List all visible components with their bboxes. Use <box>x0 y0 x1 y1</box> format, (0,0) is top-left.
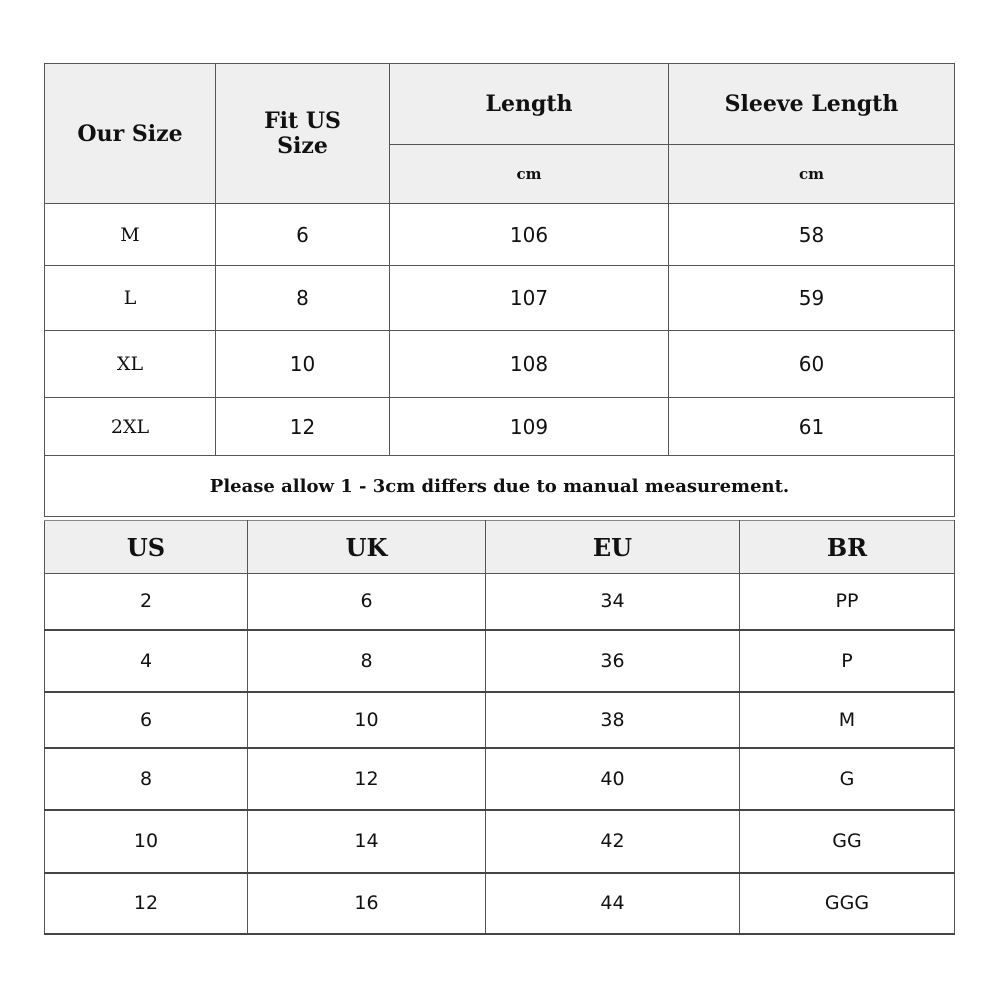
sleeve-cell: 61 <box>669 398 955 456</box>
sleeve-cell: 58 <box>669 204 955 266</box>
table-row <box>45 574 955 630</box>
fit-us-cell: 12 <box>216 398 390 456</box>
header-fit-us-size: Fit US Size <box>216 64 390 204</box>
br-cell: PP <box>740 574 955 630</box>
br-cell: M <box>740 692 955 748</box>
uk-cell: 14 <box>248 810 486 873</box>
br-cell: GGG <box>740 873 955 934</box>
our-size-cell: M <box>45 204 216 266</box>
header-sleeve-length: Sleeve Length <box>669 64 955 145</box>
table-row <box>45 748 955 810</box>
uk-cell: 10 <box>248 692 486 748</box>
fit-us-cell: 8 <box>216 266 390 331</box>
length-cell: 107 <box>390 266 669 331</box>
table-row <box>45 692 955 748</box>
eu-cell: 36 <box>486 630 740 692</box>
us-cell: 2 <box>45 574 248 630</box>
br-cell: G <box>740 748 955 810</box>
our-size-cell: 2XL <box>45 398 216 456</box>
header-br: BR <box>740 521 955 574</box>
header-length-unit: cm <box>390 145 669 204</box>
header-sleeve-unit: cm <box>669 145 955 204</box>
header-uk: UK <box>248 521 486 574</box>
table-row <box>45 204 955 266</box>
uk-cell: 16 <box>248 873 486 934</box>
length-cell: 106 <box>390 204 669 266</box>
length-cell: 109 <box>390 398 669 456</box>
sleeve-cell: 59 <box>669 266 955 331</box>
eu-cell: 44 <box>486 873 740 934</box>
length-cell: 108 <box>390 331 669 398</box>
header-us: US <box>45 521 248 574</box>
fit-us-cell: 10 <box>216 331 390 398</box>
eu-cell: 38 <box>486 692 740 748</box>
measurement-note: Please allow 1 - 3cm differs due to manual measurement. <box>45 456 955 517</box>
table-row <box>45 331 955 398</box>
header-our-size: Our Size <box>45 64 216 204</box>
uk-cell: 6 <box>248 574 486 630</box>
size-conversion-table <box>44 520 955 935</box>
us-cell: 8 <box>45 748 248 810</box>
us-cell: 12 <box>45 873 248 934</box>
eu-cell: 42 <box>486 810 740 873</box>
us-cell: 4 <box>45 630 248 692</box>
br-cell: P <box>740 630 955 692</box>
br-cell: GG <box>740 810 955 873</box>
us-cell: 10 <box>45 810 248 873</box>
uk-cell: 12 <box>248 748 486 810</box>
uk-cell: 8 <box>248 630 486 692</box>
size-chart-table <box>44 63 955 517</box>
table-row <box>45 398 955 456</box>
header-eu: EU <box>486 521 740 574</box>
table-row <box>45 873 955 934</box>
eu-cell: 40 <box>486 748 740 810</box>
table-row <box>45 266 955 331</box>
sleeve-cell: 60 <box>669 331 955 398</box>
our-size-cell: L <box>45 266 216 331</box>
table-row <box>45 630 955 692</box>
eu-cell: 34 <box>486 574 740 630</box>
us-cell: 6 <box>45 692 248 748</box>
fit-us-cell: 6 <box>216 204 390 266</box>
table-row <box>45 810 955 873</box>
our-size-cell: XL <box>45 331 216 398</box>
header-length: Length <box>390 64 669 145</box>
